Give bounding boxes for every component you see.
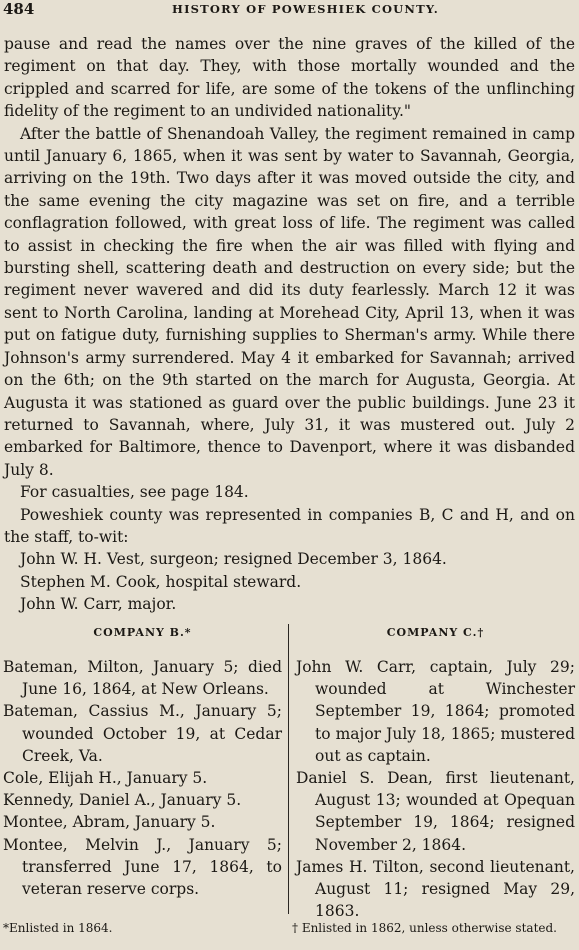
paragraph-continuation: pause and read the names over the nine graves of the killed of the regiment on that day. They, with those mortally wounded and the crippled and scarred for life, are some of the tokens of the unflinching fidelity of the regiment to an undivided nationality." (4, 35, 575, 121)
roster-entry: Montee, Abram, January 5. (3, 813, 216, 832)
company-c-footnote: † Enlisted in 1862, unless otherwise stated. (292, 921, 557, 935)
paragraph-representation: Poweshiek county was represented in companies B, C and H, and on the staff, to-wit: (4, 505, 575, 546)
roster-entry: Montee, Melvin J., January 5; transferred June 17, 1864, to veteran reserve corps. (3, 835, 282, 899)
page-header (0, 0, 579, 22)
roster-entry: John W. Carr, captain, July 29; wounded at Winchester September 19, 1864; promoted to major July 18, 1865; mustered out as captain. (296, 658, 575, 765)
staff-entry: Stephen M. Cook, hospital steward. (20, 572, 302, 591)
page-number: 484 (3, 0, 35, 18)
paragraph-casualties: For casualties, see page 184. (20, 483, 249, 502)
roster-entry: Cole, Elijah H., January 5. (3, 769, 208, 788)
roster-entry: Kennedy, Daniel A., January 5. (3, 791, 242, 810)
column-divider (288, 624, 289, 914)
running-title: HISTORY OF POWESHIEK COUNTY. (172, 2, 439, 16)
company-b-column (3, 625, 282, 900)
roster-entry: James H. Tilton, second lieutenant, August 11; resigned May 29, 1863. (296, 857, 575, 921)
company-b-heading: COMPANY B.* (93, 626, 192, 639)
staff-entry: John W. Carr, major. (20, 595, 177, 614)
paragraph-regiment-history: After the battle of Shenandoah Valley, the regiment remained in camp until January 6, 1865, when it was sent by water to Savannah, Georgia, arriving on the 19th. Two days after it was moved outside the city, and the same evening the city magazine was set on fire, and a terrible conflagration followed, with great loss of life. The regiment was called to assist in checking the fire when the air was filled with flying and bursting shell, scattering death and destruction on every side; but the regiment never wavered and did its duty fearlessly. March 12 it was sent to North Carolina, landing at Morehead City, April 13, when it was put on fatigue duty, furnishing supplies to Sherman's army. While there Johnson's army surrendered. May 4 it embarked for Savannah; arrived on the 6th; on the 9th started on the march for Augusta, Georgia. At Augusta it was stationed as guard over the public buildings. June 23 it returned to Savannah, where, July 31, it was mustered out. July 2 embarked for Baltimore, thence to Davenport, where it was disbanded July 8. (4, 124, 575, 479)
company-c-heading: COMPANY C.† (386, 626, 485, 639)
company-c-column (296, 625, 575, 922)
roster-entry: Bateman, Milton, January 5; died June 16, 1864, at New Orleans. (3, 658, 282, 699)
roster-entry: Daniel S. Dean, first lieutenant, August 13; wounded at Opequan September 19, 1864; resigned November 2, 1864. (296, 769, 575, 854)
staff-entry: John W. H. Vest, surgeon; resigned December 3, 1864. (20, 550, 447, 569)
main-text (4, 33, 575, 616)
company-b-footnote: *Enlisted in 1864. (3, 921, 113, 935)
roster-entry: Bateman, Cassius M., January 5; wounded October 19, at Cedar Creek, Va. (3, 702, 282, 765)
